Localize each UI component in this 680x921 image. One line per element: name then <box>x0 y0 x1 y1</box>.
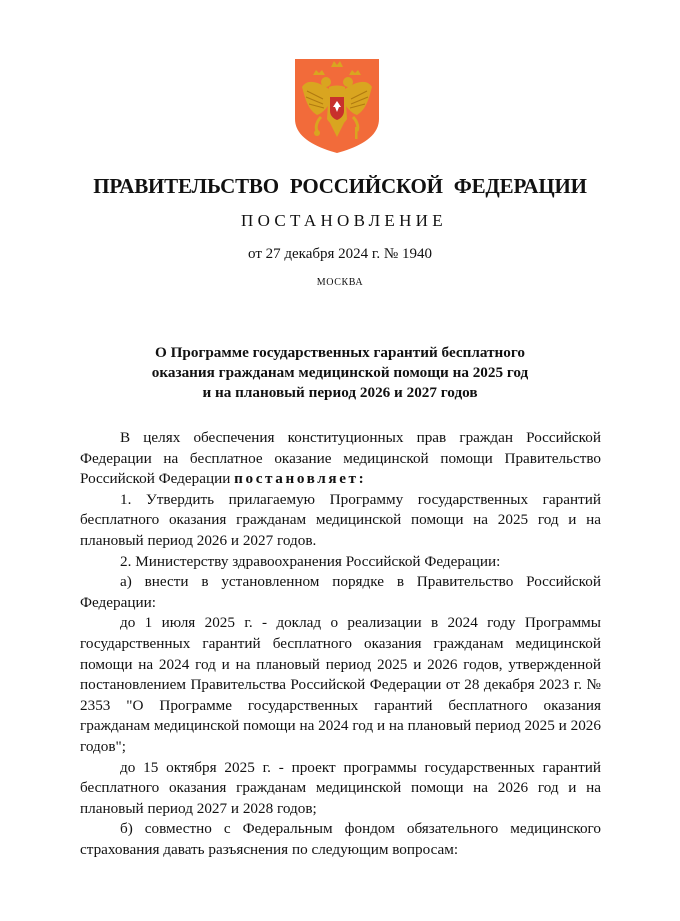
item-2a-1-paragraph: до 1 июля 2025 г. - доклад о реализации в 2024 году Программы государственных гарантий бесплатного оказания гражданам медицинской помощи на 2024 год и на плановый период 2025 и 2026 годов, утвержденной постановлением Правительства Российской Федерации от 28 декабря 2023 г. № 2353 "О Программе государственных гарантий бесплатного оказания гражданам медицинской помощи на 2024 год и на плановый период 2025 и 2026 годов"; <box>80 614 601 755</box>
document-subject <box>0 343 680 403</box>
coat-of-arms-emblem-icon <box>293 57 381 155</box>
intro-text: В целях обеспечения конституционных прав граждан Российской Федерации на бесплатное оказание медицинской помощи Правительство Российской Федерации <box>80 429 601 488</box>
subject-line-2: оказания гражданам медицинской помощи на 2025 год <box>151 364 529 381</box>
document-city: МОСКВА <box>316 277 364 288</box>
intro-paragraph <box>80 428 601 490</box>
item-1-paragraph: 1. Утвердить прилагаемую Программу государственных гарантий бесплатного оказания гражданам медицинской помощи на 2025 год и на плановый период 2026 и 2027 годов. <box>80 490 601 549</box>
item-2a-paragraph: а) внести в установленном порядке в Правительство Российской Федерации: <box>80 573 601 611</box>
subject-line-3: и на плановый период 2026 и 2027 годов <box>202 384 478 401</box>
decree-word: постановляет: <box>234 470 367 488</box>
subject-line-1: О Программе государственных гарантий бесплатного <box>154 344 526 361</box>
item-2a-2-paragraph: до 15 октября 2025 г. - проект программы государственных гарантий бесплатного оказания гражданам медицинской помощи на 2026 год и на плановый период 2027 и 2028 годов; <box>80 758 601 817</box>
document-body <box>80 428 601 860</box>
item-2-paragraph: 2. Министерству здравоохранения Российской Федерации: <box>120 552 501 570</box>
document-type: ПОСТАНОВЛЕНИЕ <box>241 211 447 230</box>
item-2b-paragraph: б) совместно с Федеральным фондом обязательного медицинского страхования давать разъяснения по следующим вопросам: <box>80 820 601 858</box>
document-date-number: от 27 декабря 2024 г. № 1940 <box>248 246 432 262</box>
government-title: ПРАВИТЕЛЬСТВО РОССИЙСКОЙ ФЕДЕРАЦИИ <box>93 174 587 198</box>
